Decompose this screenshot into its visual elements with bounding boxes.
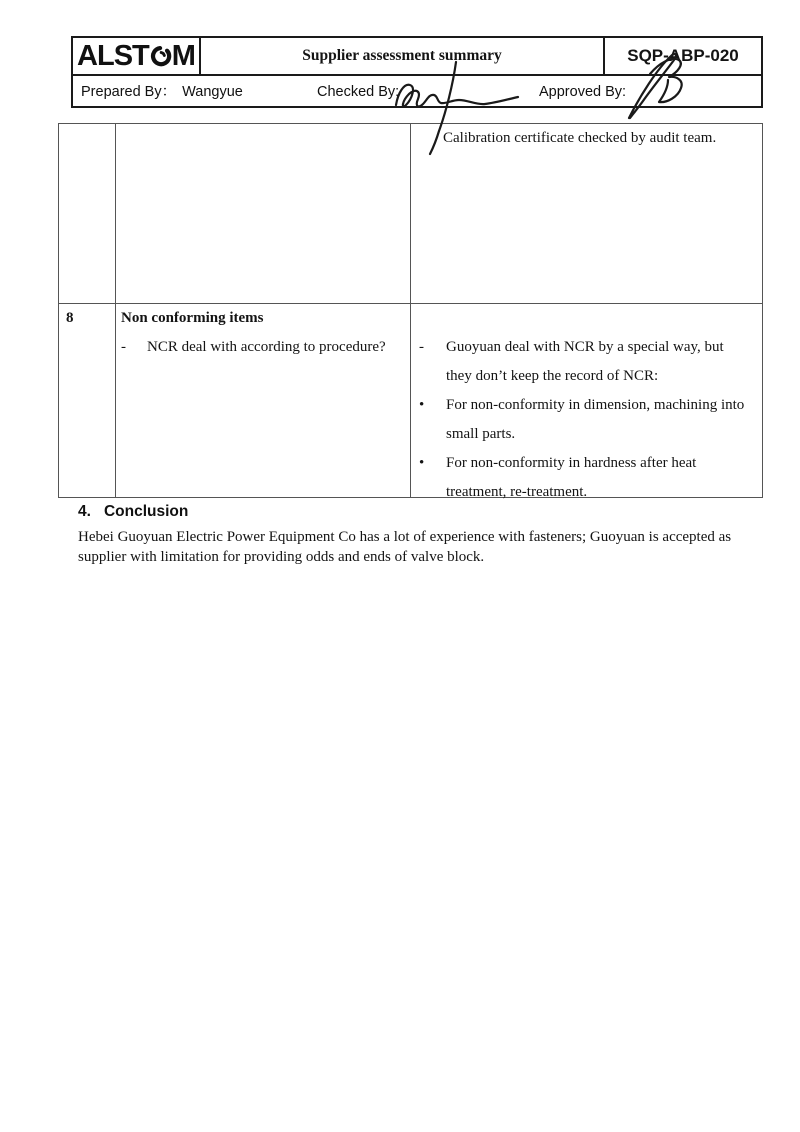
answer-item (419, 333, 764, 391)
header-table (71, 36, 763, 108)
signature-row (73, 76, 761, 106)
table-column-divider-2 (410, 124, 411, 497)
row8-question-cell (121, 304, 409, 362)
carryover-comment-cell (443, 124, 775, 153)
approved-by-field (539, 84, 626, 101)
answer-item-text: For non-conformity in hardness after heat treatment, re-treatment. (446, 455, 697, 500)
alstom-logo-text-left: ALST (77, 39, 149, 72)
alstom-logo-text-right: M (171, 39, 195, 72)
table-column-divider-1 (115, 124, 116, 497)
alstom-logo-o-icon (150, 45, 172, 67)
document-title (201, 38, 603, 74)
answer-item (419, 449, 764, 507)
document-code (603, 38, 761, 74)
carryover-comment-text: Calibration certificate checked by audit team. (443, 130, 717, 146)
prepared-by-label: Prepared By： (81, 84, 177, 100)
approved-by-label: Approved By: (539, 84, 627, 100)
row8-answer-cell (419, 333, 764, 507)
checked-by-field (317, 84, 399, 101)
answer-item (419, 391, 764, 449)
row8-question-text: NCR deal with according to procedure? (147, 339, 386, 355)
row8-question-line (121, 333, 409, 362)
assessment-table (58, 123, 763, 498)
row8-number-cell (66, 304, 110, 333)
document-title-text: Supplier assessment summary (302, 47, 502, 64)
row8-number: 8 (66, 310, 74, 326)
alstom-logo (77, 39, 195, 72)
question-dash-marker: - (121, 339, 126, 355)
answer-item-text: Guoyuan deal with NCR by a special way, but they don’t keep the record of NCR: (446, 339, 724, 384)
conclusion-number: 4. (78, 503, 91, 520)
answer-bullet-marker: • (419, 455, 425, 471)
answer-bullet-marker: • (419, 397, 425, 413)
conclusion-heading (78, 502, 188, 522)
row8-title: Non conforming items (121, 310, 264, 326)
prepared-by-field (81, 84, 243, 101)
checked-by-label: Checked By: (317, 84, 400, 100)
conclusion-heading-text: Conclusion (103, 503, 189, 520)
document-code-text: SQP-ABP-020 (627, 46, 739, 65)
header-top-row (73, 38, 761, 76)
answer-item-text: For non-conformity in dimension, machining into small parts. (446, 397, 745, 442)
answer-dash-marker: - (419, 339, 424, 355)
conclusion-paragraph: Hebei Guoyuan Electric Power Equipment Co has a lot of experience with fasteners; Guoyuan is accepted as supplier with limitation for providing odds and ends of valve block. (78, 529, 732, 565)
prepared-by-value: Wangyue (182, 84, 243, 100)
alstom-logo-cell (73, 38, 201, 74)
